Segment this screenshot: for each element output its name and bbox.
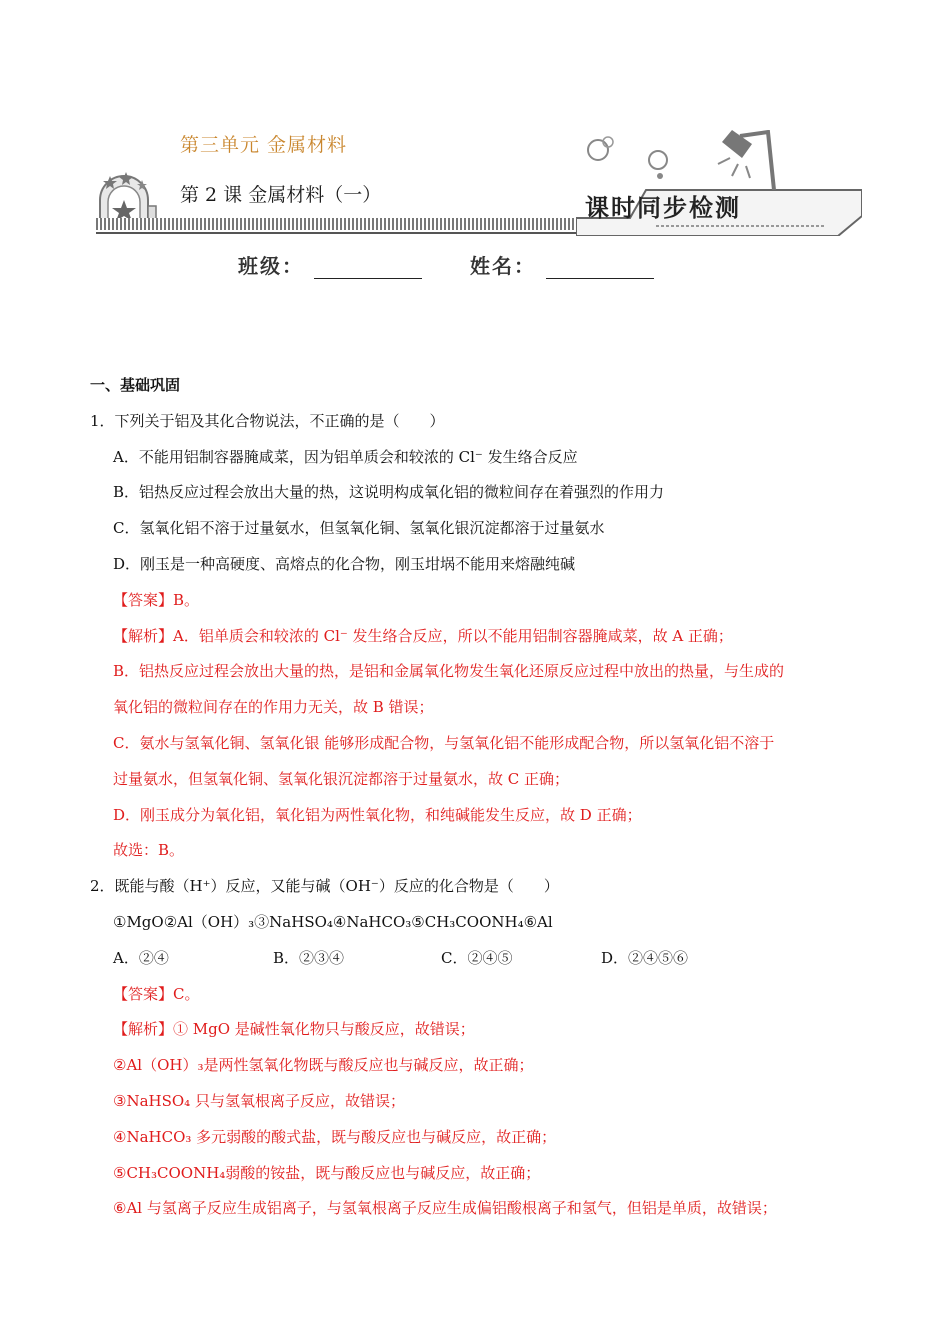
q2-analysis-line: ⑤CH₃COONH₄弱酸的铵盐，既与酸反应也与碱反应，故正确； — [113, 1163, 541, 1182]
q2-option-b: B．②③④ — [273, 948, 345, 967]
q2-option-a: A．②④ — [113, 948, 169, 967]
q1-analysis-line: 氧化铝的微粒间存在的作用力无关，故 B 错误； — [113, 698, 434, 717]
q2-analysis-line: ②Al（OH）₃是两性氢氧化物既与酸反应也与碱反应，故正确； — [113, 1056, 534, 1075]
q2-analysis-line: 【解析】① MgO 是碱性氧化物只与酸反应，故错误； — [113, 1020, 475, 1039]
q2-stem: 2．既能与酸（H⁺）反应，又能与碱（OH⁻）反应的化合物是（ ） — [90, 877, 559, 896]
q1-stem: 1．下列关于铝及其化合物说法，不正确的是（ ） — [90, 411, 445, 430]
name-label: 姓名： — [470, 254, 536, 278]
class-label: 班级： — [238, 254, 304, 278]
q1-analysis-line: D．刚玉成分为氧化铝，氧化铝为两性氧化物，和纯碱能发生反应，故 D 正确； — [113, 805, 642, 824]
q2-analysis-line: ③NaHSO₄ 只与氢氧根离子反应，故错误； — [113, 1091, 405, 1110]
q1-analysis-line: B．铝热反应过程会放出大量的热，是铝和金属氧化物发生氧化还原反应过程中放出的热量，与生成的 — [113, 662, 785, 681]
q2-analysis-line: ④NaHCO₃ 多元弱酸的酸式盐，既与酸反应也与碱反应，故正确； — [113, 1127, 557, 1146]
q2-compound-list: ①MgO②Al（OH）₃③NaHSO₄④NaHCO₃⑤CH₃COONH₄⑥Al — [113, 912, 553, 931]
lamp-icon — [582, 130, 782, 190]
q1-analysis-line: C．氨水与氢氧化铜、氢氧化银 能够形成配合物，与氢氧化铝不能形成配合物，所以氢氧化铝不溶于 — [113, 733, 775, 752]
class-blank[interactable] — [314, 258, 422, 279]
class-field — [238, 250, 422, 279]
q2-answer: 【答案】C。 — [113, 984, 200, 1003]
section-title: 一、基础巩固 — [90, 376, 181, 394]
header-divider — [96, 232, 656, 234]
name-blank[interactable] — [546, 258, 654, 279]
q1-option-b: B．铝热反应过程会放出大量的热，这说明构成氧化铝的微粒间存在着强烈的作用力 — [113, 483, 665, 502]
q1-answer: 【答案】B。 — [113, 590, 200, 609]
q2-option-d: D．②④⑤⑥ — [601, 948, 689, 967]
q1-analysis-line: 过量氨水，但氢氧化铜、氢氧化银沉淀都溶于过量氨水，故 C 正确； — [113, 769, 570, 788]
header-rule — [96, 218, 656, 230]
unit-title: 第三单元 金属材料 — [180, 134, 348, 156]
q1-analysis-line: 故选：B。 — [113, 841, 185, 860]
question-content — [90, 368, 870, 1227]
name-field — [470, 250, 654, 279]
badge-text: 课时同步检测 — [585, 194, 741, 222]
q2-options — [90, 941, 870, 977]
q1-option-d: D．刚玉是一种高硬度、高熔点的化合物，刚玉坩埚不能用来熔融纯碱 — [113, 554, 576, 573]
q2-option-c: C．②④⑤ — [441, 948, 513, 967]
q2-analysis-line: ⑥Al 与氢离子反应生成铝离子，与氢氧根离子反应生成偏铝酸根离子和氢气，但铝是单质，故错误； — [113, 1199, 777, 1218]
q1-analysis-line: 【解析】A．铝单质会和较浓的 Cl⁻ 发生络合反应，所以不能用铝制容器腌咸菜，故 A 正确； — [113, 626, 733, 645]
q1-option-a: A．不能用铝制容器腌咸菜，因为铝单质会和较浓的 Cl⁻ 发生络合反应 — [113, 447, 578, 466]
q1-option-c: C．氢氧化铝不溶于过量氨水，但氢氧化铜、氢氧化银沉淀都溶于过量氨水 — [113, 519, 605, 538]
lesson-title: 第 2 课 金属材料（一） — [180, 184, 382, 206]
